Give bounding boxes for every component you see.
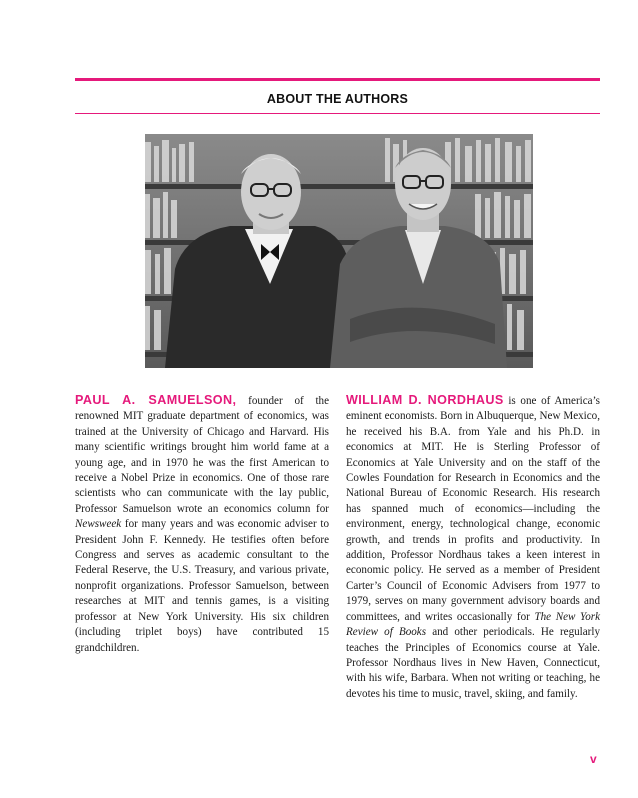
nordhaus-bio bbox=[346, 393, 600, 702]
section-title: ABOUT THE AUTHORS bbox=[266, 92, 409, 106]
authors-photo-image bbox=[145, 134, 533, 368]
title-underline-rule bbox=[75, 113, 600, 114]
page-number: v bbox=[590, 752, 597, 766]
samuelson-bio bbox=[75, 393, 329, 656]
samuelson-name: PAUL A. SAMUELSON, bbox=[75, 393, 237, 407]
nordhaus-bio-italic: The New York Review of Books bbox=[346, 610, 600, 639]
samuelson-bio-text-2: for many years and was economic adviser to President John F. Kennedy. He testifies often before Congress and serves as academic consultant to the Federal Reserve, the U.S. Treasury, and various private, nonprofit organizations. Professor Samuelson, between researches at MIT and tennis games, is a visiting professor at New York University. His six children (including triplet boys) have contributed 15 grandchildren. bbox=[75, 518, 329, 654]
samuelson-bio-text-1: founder of the renowned MIT graduate department of economics, was trained at the University of Chicago and Harvard. His many scientific writings brought him world fame at a young age, and in 1970 he was the first American to receive a Nobel Prize in economics. One of those rare scientists who can communicate with the lay public, Professor Samuelson wrote an economics column for bbox=[75, 395, 330, 515]
samuelson-bio-italic: Newsweek bbox=[75, 518, 122, 531]
nordhaus-name: WILLIAM D. NORDHAUS bbox=[346, 393, 504, 407]
nordhaus-bio-text-1: is one of America’s eminent economists. Born in Albuquerque, New Mexico, he received his B.A. from Yale and his Ph.D. in economics at MIT. He is Sterling Professor of Economics at Yale University and on the staff of the Cowles Foundation for Research in Economics and the National Bureau of Economic Research. His research has spanned much of economics—including the environment, energy, technological change, economic growth, and trends in profits and productivity. In addition, Professor Nordhaus takes a keen interest in economic policy. He served as a member of President Carter’s Council of Economic Advisers from 1977 to 1979, serves on many government advisory boards and committees, and writes occasionally for bbox=[346, 395, 601, 623]
top-accent-rule bbox=[75, 78, 600, 81]
authors-photo bbox=[145, 134, 533, 368]
nordhaus-bio-text-2: and other periodicals. He regularly teaches the Principles of Economics course at Yale. Professor Nordhaus lives in New Haven, Connecticut, with his wife, Barbara. When not writing or teaching, he devotes his time to music, travel, skiing, and family. bbox=[346, 626, 600, 700]
